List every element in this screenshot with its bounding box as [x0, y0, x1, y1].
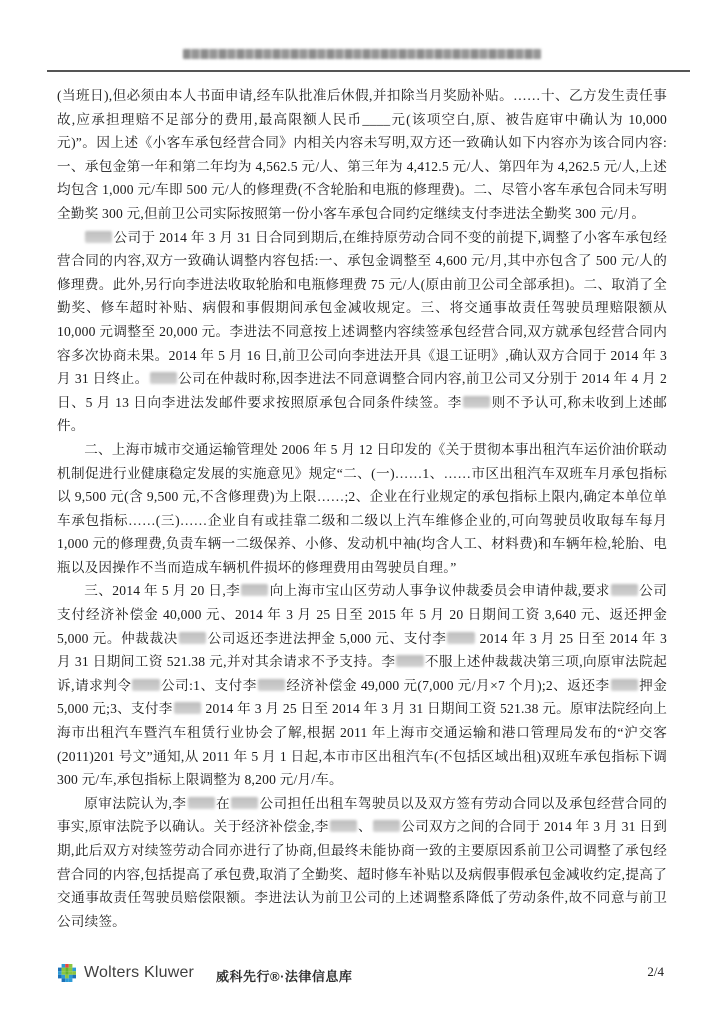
page-footer	[58, 960, 666, 988]
redacted-text	[85, 231, 112, 243]
brand-name: Wolters Kluwer	[84, 964, 195, 981]
text-run: 则不予认可,称未收到上述邮件。	[57, 394, 668, 434]
redacted-text	[174, 702, 201, 714]
paragraph	[57, 84, 667, 226]
text-run: 原审法院认为,李	[84, 795, 187, 811]
redacted-text	[150, 372, 177, 384]
redacted-text	[258, 679, 285, 691]
text-run: 在	[215, 795, 231, 811]
text-run: 不服上述仲裁裁决第三项,向原审法院起诉,请求判令	[57, 654, 667, 693]
text-run: 二、上海市城市交通运输管理处 2006 年 5 月 12 日印发的《关于贯彻本事出租汽车运价油价联动机制促进行业健康稳定发展的实施意见》规定“二、(一)……1、……市区出租汽车双班车月承包指标以 9,500 元(含 9,500 元,不含修理费)为上限……;2、企业在行业规定的承包指标上限内,确定本单位单车承包指标……(三)……企业自有或挂靠二级和二级以上汽车维修企业的,可向驾驶员收取每车每月 1,000 元的修理费,负责车辆一二级保养、小修、发动机中袖(均含人工、材料费)和车辆年检,轮胎、电瓶以及因操作不当而造成车辆机件损坏的修理费用由驾驶员自理。”	[57, 441, 667, 575]
wolters-kluwer-logo-icon	[58, 964, 76, 982]
text-run: 2014 年 3 月 25 日至 2014 年 3 月 31 日期间工资 521.38 元,并对其余请求不予支持。李	[57, 630, 667, 670]
text-run: 经济补偿金 49,000 元(7,000 元/月×7 个月);2、返还李	[286, 677, 610, 693]
text-run: 三、2014 年 5 月 20 日,李	[84, 583, 241, 599]
paragraph	[57, 226, 667, 438]
paragraph	[57, 792, 667, 934]
text-run: 公司双方之间的合同于 2014 年 3 月 31 日到期,此后双方对续签劳动合同亦进行了协商,但最终未能协商一致的主要原因系前卫公司调整了承包经营合同的内容,包括提高了承包费,取消了全勤奖、超时修车补贴以及病假事假承包金减收约定,提高了交通事故责任驾驶员赔偿限额。李进法认为前卫公司的上述调整系降低了劳动条件,故不同意与前卫公司续签。	[57, 819, 668, 929]
redacted-text	[373, 820, 400, 832]
redacted-text	[447, 632, 474, 644]
document-header	[0, 46, 724, 64]
text-run: 向上海市宝山区劳动人事争议仲裁委员会申请仲裁,要求	[269, 583, 610, 599]
header-divider	[47, 70, 690, 72]
text-run: 公司在仲裁时称,因李进法不同意调整合同内容,前卫公司又分别于 2014 年 4 月 2 日、5 月 13 日向李进法发邮件要求按照原承包合同条件续签。李	[57, 371, 667, 410]
text-run: 公司返还李进法押金 5,000 元、支付李	[207, 630, 447, 646]
document-body	[57, 84, 667, 933]
paragraph	[57, 438, 667, 580]
redacted-text	[179, 632, 206, 644]
redacted-text	[611, 584, 638, 596]
text-run: 、	[357, 819, 372, 835]
page-number: 2/4	[647, 964, 664, 979]
paragraph	[57, 579, 667, 791]
text-run: 押金 5,000 元;3、支付李	[57, 677, 667, 717]
redacted-text	[188, 797, 215, 809]
text-run: (当班日),但必须由本人书面申请,经车队批准后休假,并扣除当月奖励补贴。……十、乙方发生责任事故,应承担理赔不足部分的费用,最高限额人民币____元(该项空白,原、被告庭审中确认为 10,000 元)”。因上述《小客车承包经营合同》内相关内容未写明,双方还一致确认如下内容亦为该合同内容:一、承包金第一年和第二年均为 4,562.5 元/人、第三年为 4,412.5 元/人、第四年为 4,262.5 元/人,上述均包含 1,000 元/车即 500 元/人的修理费(不含轮胎和电瓶的修理费)。二、尽管小客车承包合同未写明全勤奖 300 元,但前卫公司实际按照第一份小客车承包合同约定继续支付李进法全勤奖 300 元/月。	[57, 88, 667, 221]
text-run: 公司:1、支付李	[160, 677, 257, 693]
redacted-text	[463, 396, 490, 408]
text-run: 公司支付经济补偿金 40,000 元、2014 年 3 月 25 日至 2015 年 5 月 20 日期间工资 3,640 元、返还押金 5,000 元。仲裁裁决	[57, 583, 667, 646]
redacted-text	[611, 679, 638, 691]
redacted-text	[330, 820, 357, 832]
redacted-text	[231, 797, 258, 809]
text-run: 公司担任出租车驾驶员以及双方签有劳动合同以及承包经营合同的事实,原审法院予以确认。关于经济补偿金,李	[57, 795, 668, 835]
text-run: 2014 年 3 月 25 日至 2014 年 3 月 31 日期间工资 521.38 元。原审法院经向上海市出租汽车暨汽车租赁行业协会了解,根据 2011 年上海市交通运输和港口管理局发布的“沪交客(2011)201 号文”通知,从 2011 年 5 月 1 日起,本市市区出租汽车(不包括区域出租)双班车承包指标下调 300 元/车,承包指标上限调整为 8,200 元/月/车。	[57, 701, 667, 788]
redacted-text	[132, 679, 159, 691]
product-name: 威科先行®·法律信息库	[216, 969, 353, 984]
redacted-text	[241, 584, 268, 596]
text-run: 公司于 2014 年 3 月 31 日合同到期后,在维持原劳动合同不变的前提下,调整了小客车承包经营合同的内容,双方一致确认调整内容包括:一、承包金调整至 4,600 元/月,其中亦包含了 500 元/人的修理费。此外,另行向李进法收取轮胎和电瓶修理费 75 元/人(原由前卫公司全部承担)。二、取消了全勤奖、修车超时补贴、病假和事假期间承包金减收规定。三、将交通事故责任驾驶员理赔限额从 10,000 元调整至 20,000 元。李进法不同意按上述调整内容续签承包经营合同,双方就承包经营合同内容多次协商未果。2014 年 5 月 16 日,前卫公司向李进法开具《退工证明》,确认双方合同于 2014 年 3 月 31 日终止。	[57, 229, 667, 387]
redacted-text	[396, 655, 423, 667]
redacted-document-title	[183, 49, 541, 59]
